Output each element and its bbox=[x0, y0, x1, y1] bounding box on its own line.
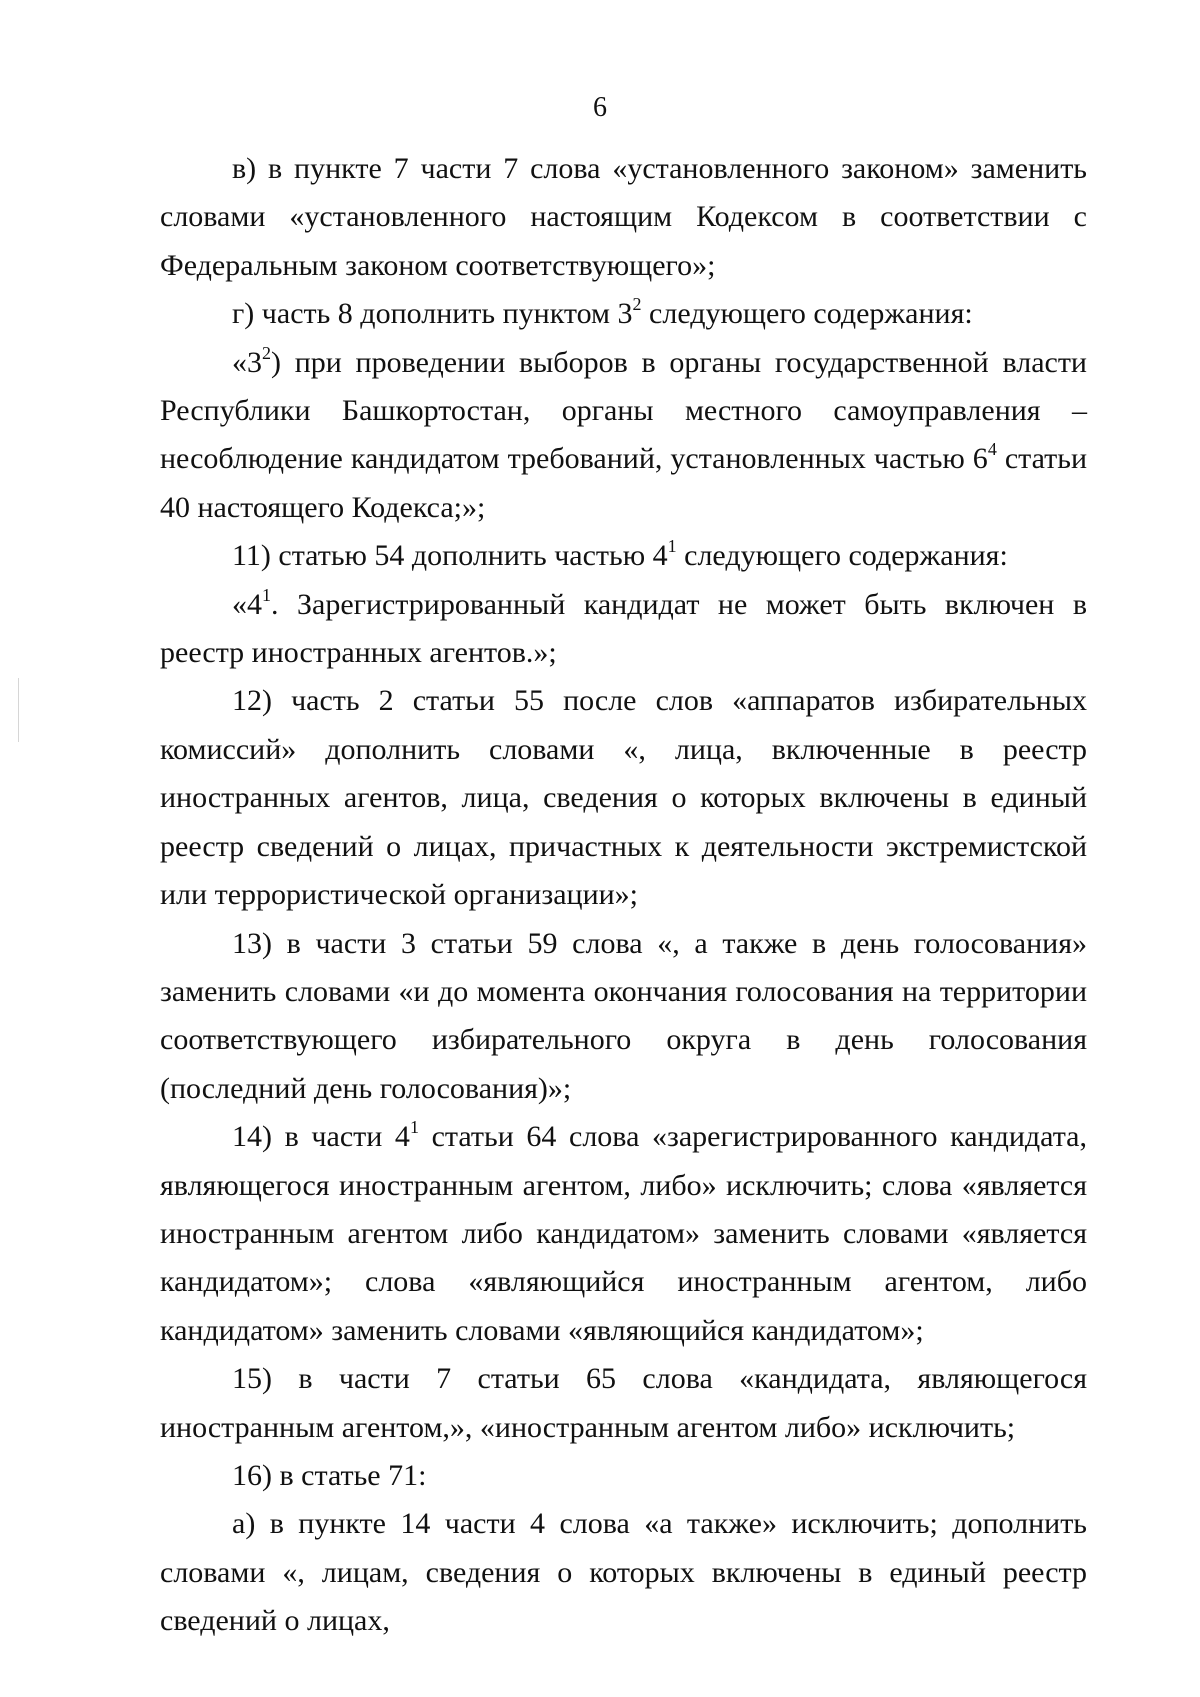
superscript: 4 bbox=[987, 439, 997, 460]
paragraph-text: 14) в части 4 bbox=[232, 1120, 410, 1154]
paragraph-text: «4 bbox=[232, 587, 262, 621]
paragraph bbox=[160, 339, 1087, 533]
paragraph bbox=[160, 920, 1087, 1114]
paragraph-text: «3 bbox=[232, 345, 262, 379]
paragraph-text: а) в пункте 14 части 4 слова «а также» исключить; дополнить словами «, лицам, сведения о которых включены в единый реестр сведений о лицах, bbox=[160, 1507, 1087, 1638]
paragraph-text: следующего содержания: bbox=[641, 297, 973, 331]
paragraph-text: в) в пункте 7 части 7 слова «установленного законом» заменить словами «установленного настоящим Кодексом в соответствии с Федеральным законом соответствующего»; bbox=[160, 152, 1087, 282]
paragraph bbox=[160, 581, 1087, 678]
paragraph-text: статьи 64 слова «зарегистрированного кандидата, являющегося иностранным агентом, либо» исключить; слова «является иностранным агентом либо кандидатом» заменить словами «является кандидатом»; слова «являющийся иностранным агентом, либо кандидатом» заменить словами «являющийся кандидатом»; bbox=[160, 1120, 1087, 1347]
paragraph-text: 16) в статье 71: bbox=[232, 1458, 427, 1492]
paragraph-text: статьи 40 настоящего Кодекса;»; bbox=[160, 442, 1087, 524]
document-body bbox=[160, 145, 1087, 1646]
superscript: 2 bbox=[632, 294, 642, 315]
paragraph bbox=[160, 1452, 1087, 1500]
paragraph-text: г) часть 8 дополнить пунктом 3 bbox=[232, 297, 633, 331]
paragraph bbox=[160, 532, 1087, 580]
paragraph bbox=[160, 677, 1087, 919]
superscript: 1 bbox=[409, 1117, 419, 1138]
paragraph-text: 11) статью 54 дополнить частью 4 bbox=[232, 539, 668, 573]
superscript: 1 bbox=[667, 536, 677, 557]
paragraph bbox=[160, 1500, 1087, 1645]
paragraph bbox=[160, 1355, 1087, 1452]
page-number: 6 bbox=[593, 92, 607, 123]
paragraph bbox=[160, 290, 1087, 338]
superscript: 2 bbox=[262, 342, 271, 363]
paragraph-text: . Зарегистрированный кандидат не может быть включен в реестр иностранных агентов.»; bbox=[160, 587, 1087, 670]
paragraph-text: ) при проведении выборов в органы государственной власти Республики Башкортостан, органы местного самоуправления – несоблюдение кандидатом требований, установленных частью 6 bbox=[160, 345, 1087, 476]
paragraph-text: следующего содержания: bbox=[676, 539, 1008, 573]
paragraph bbox=[160, 145, 1087, 290]
scan-edge-mark bbox=[18, 678, 19, 742]
superscript: 1 bbox=[262, 584, 271, 605]
paragraph bbox=[160, 1113, 1087, 1355]
paragraph-text: 12) часть 2 статьи 55 после слов «аппаратов избирательных комиссий» дополнить словами «, лица, включенные в реестр иностранных агентов, лица, сведения о которых включены в единый реестр сведений о лицах, причастных к деятельности экстремистской или террористической организации»; bbox=[160, 684, 1087, 912]
paragraph-text: 15) в части 7 статьи 65 слова «кандидата, являющегося иностранным агентом,», «иностранным агентом либо» исключить; bbox=[160, 1362, 1087, 1444]
paragraph-text: 13) в части 3 статьи 59 слова «, а также в день голосования» заменить словами «и до момента окончания голосования на территории соответствующего избирательного округа в день голосования (последний день голосования)»; bbox=[160, 926, 1087, 1105]
